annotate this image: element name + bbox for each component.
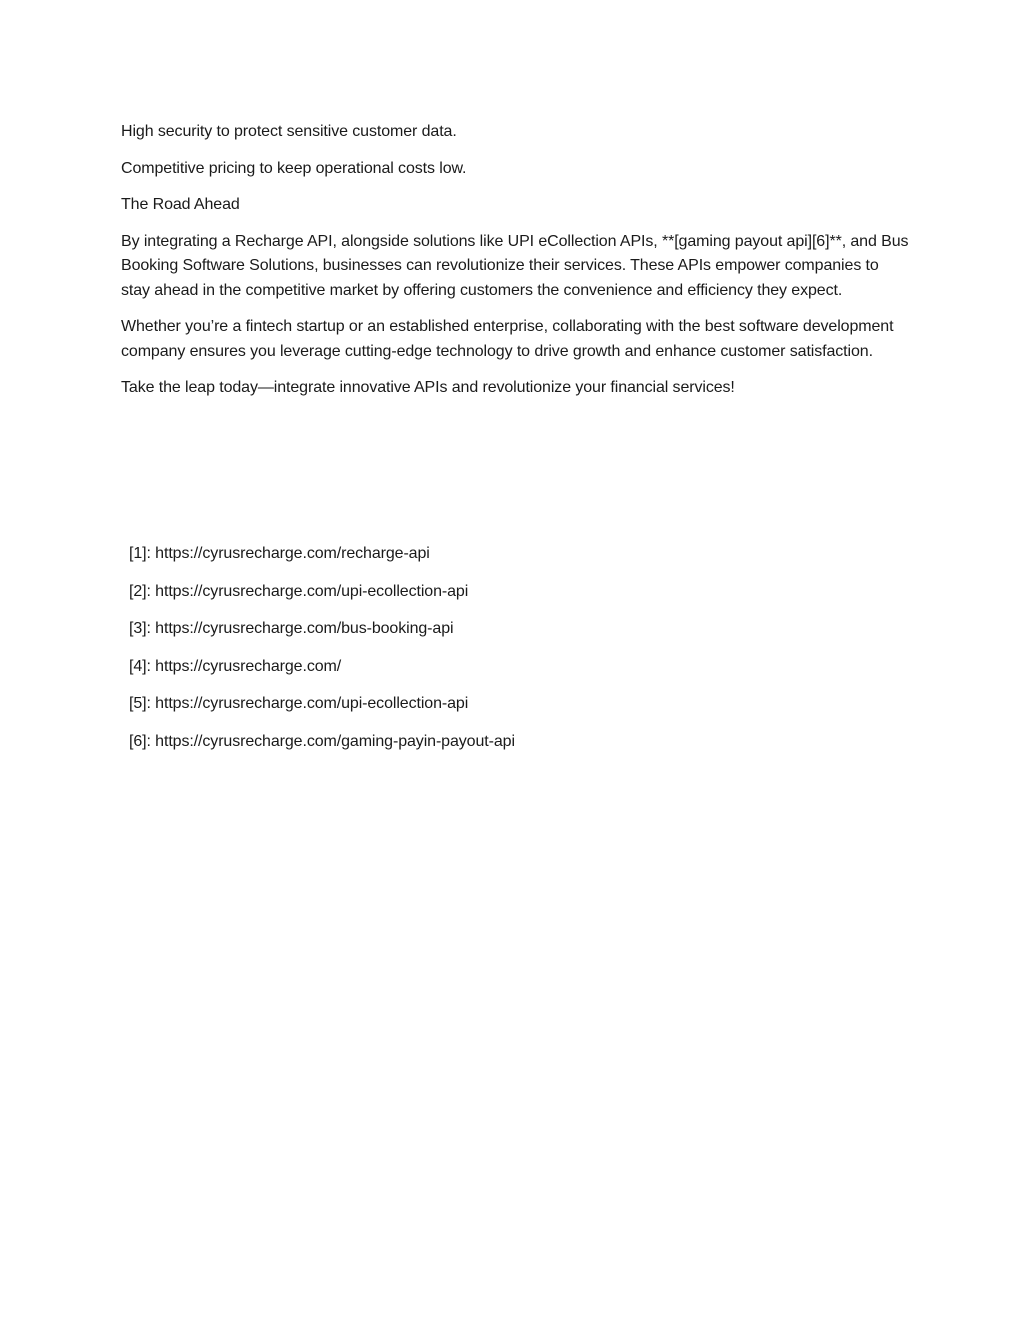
reference-item-2: [2]: https://cyrusrecharge.com/upi-ecollection-api [129, 582, 469, 600]
reference-item-4: [4]: https://cyrusrecharge.com/ [129, 657, 342, 675]
reference-item-3: [3]: https://cyrusrecharge.com/bus-booking-api [129, 620, 454, 637]
paragraph-security: High security to protect sensitive customer data. [121, 123, 457, 140]
heading-road-ahead: The Road Ahead [121, 196, 240, 213]
body-text [121, 120, 911, 413]
paragraph-call-to-action: Take the leap today—integrate innovative APIs and revolutionize your financial services! [121, 379, 735, 396]
reference-item-5: [5]: https://cyrusrecharge.com/upi-ecollection-api [129, 695, 469, 712]
reference-list [129, 542, 829, 767]
paragraph-pricing: Competitive pricing to keep operational costs low. [121, 159, 467, 177]
paragraph-integrating: By integrating a Recharge API, alongside solutions like UPI eCollection APIs, **[gaming payout api][6]**, and Bus Booking Software Solutions, businesses can revolutionize their services. These APIs empower companies to stay ahead in the competitive market by offering customers the convenience and efficiency they expect. [121, 232, 909, 299]
reference-item-1: [1]: https://cyrusrecharge.com/recharge-api [129, 545, 430, 562]
reference-item-6: [6]: https://cyrusrecharge.com/gaming-payin-payout-api [129, 732, 515, 750]
paragraph-fintech: Whether you’re a fintech startup or an established enterprise, collaborating with the best software development company ensures you leverage cutting-edge technology to drive growth and enhance customer satisfaction. [121, 318, 894, 360]
